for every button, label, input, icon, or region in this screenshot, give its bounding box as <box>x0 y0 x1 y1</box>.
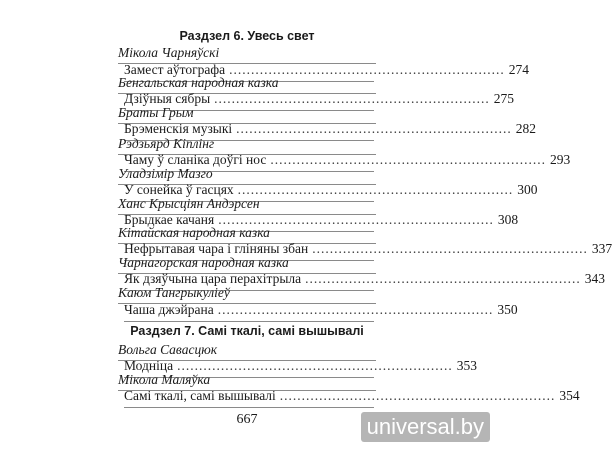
entry-title-row <box>124 388 580 408</box>
entry-title: Як дзяўчына цара перахітрыла <box>124 271 302 286</box>
entry-page: 353 <box>456 358 477 373</box>
entry-title: Модніца <box>124 358 174 373</box>
entry-author: Бенгальская народная казка <box>118 75 376 94</box>
entry-title-row <box>124 302 518 322</box>
entry-page: 308 <box>497 212 519 227</box>
leader-dots: ............................................................... <box>236 121 512 136</box>
entry-author: Кітайская народная казка <box>118 225 376 244</box>
entry-title: Брэменскія музыкі <box>124 121 233 136</box>
entry-title: Замест аўтографа <box>124 62 226 77</box>
leader-dots: ............................................................... <box>312 241 588 256</box>
entry-title: Самі ткалі, самі вышывалі <box>124 388 276 403</box>
entry-title: Нефрытавая чара і гліняны збан <box>124 241 309 256</box>
entry-author: Рэдзьярд Кіплінг <box>118 136 376 155</box>
entry-author: Мікола Чарняўскі <box>118 45 376 64</box>
leader-dots: ............................................................... <box>305 271 581 286</box>
section-heading-6: Раздзел 6. Увесь свет <box>179 29 315 43</box>
entry-page: 343 <box>584 271 605 286</box>
leader-dots: ............................................................... <box>218 212 494 227</box>
leader-dots: ............................................................... <box>214 91 490 106</box>
page-number: 667 <box>236 412 258 427</box>
entry-author: Ханс Крысціян Андэрсен <box>118 196 376 215</box>
entry-page: 293 <box>549 152 571 167</box>
watermark: universal.by <box>361 412 490 442</box>
entry-page: 337 <box>591 241 612 256</box>
entry-author: Чарнагорская народная казка <box>118 255 376 274</box>
entry-author: Каюм Тангрыкуліеў <box>118 285 376 304</box>
leader-dots: ............................................................... <box>229 62 505 77</box>
entry-page: 275 <box>493 91 515 106</box>
entry-title: Дзіўныя сябры <box>124 91 211 106</box>
entry-author: Уладзімір Мазго <box>118 166 376 185</box>
entry-author: Вольга Савасцюк <box>118 342 376 361</box>
entry-page: 274 <box>508 62 529 77</box>
leader-dots: ............................................................... <box>177 358 453 373</box>
entry-author: Браты Грым <box>118 105 376 124</box>
leader-dots: ............................................................... <box>270 152 546 167</box>
leader-dots: ............................................................... <box>237 182 514 197</box>
entry-page: 354 <box>559 388 580 403</box>
entry-title: Брыдкае качаня <box>124 212 215 227</box>
entry-page: 350 <box>497 302 518 317</box>
entry-title: Чаша джэйрана <box>124 302 214 317</box>
leader-dots: ............................................................... <box>217 302 494 317</box>
section-heading-7: Раздзел 7. Самі ткалі, самі вышывалі <box>130 324 364 338</box>
entry-title: Чаму ў сланіка доўгі нос <box>124 152 267 167</box>
leader-dots: ............................................................... <box>279 388 556 403</box>
entry-page: 300 <box>517 182 538 197</box>
entry-author: Мікола Маляўка <box>118 372 376 391</box>
entry-page: 282 <box>515 121 537 136</box>
entry-title: У сонейка ў гасцях <box>124 182 234 197</box>
